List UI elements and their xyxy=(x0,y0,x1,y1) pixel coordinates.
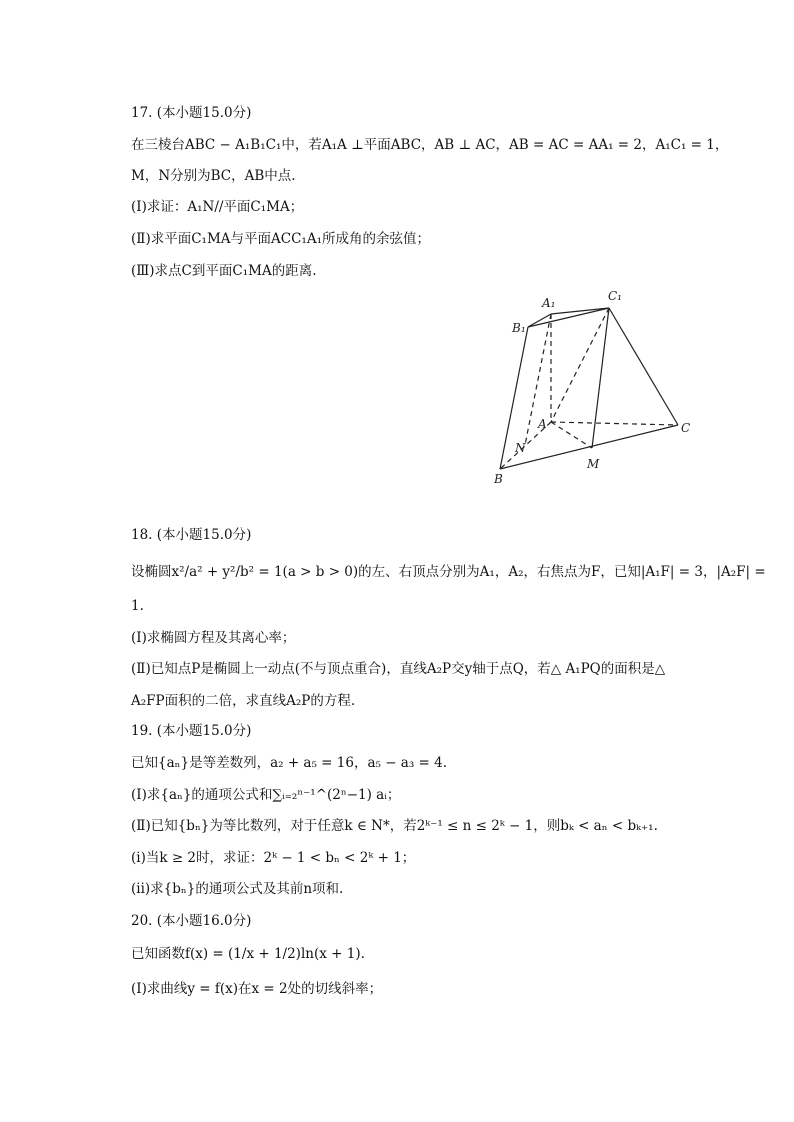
edge-a-c xyxy=(551,422,678,425)
q18-part2-line1: (Ⅱ)已知点P是椭圆上一动点(不与顶点重合)，直线A₂P交y轴于点Q，若△ A₁PQ的面积是△ xyxy=(131,661,666,677)
label-c1: C₁ xyxy=(608,289,622,303)
q19-part1: (Ⅰ)求{aₙ}的通项公式和∑ᵢ₌₂ⁿ⁻¹^(2ⁿ−1) aᵢ； xyxy=(131,787,401,803)
q19-sub1: (i)当k ≥ 2时，求证：2ᵏ − 1 < bₙ < 2ᵏ + 1； xyxy=(131,850,416,866)
q17-part1: (Ⅰ)求证：A₁N//平面C₁MA； xyxy=(131,199,304,215)
edge-b1-c1 xyxy=(528,308,609,327)
label-c: C xyxy=(681,421,691,435)
label-m: M xyxy=(587,457,600,471)
label-b: B xyxy=(494,472,503,486)
label-a1: A₁ xyxy=(542,296,556,310)
q19-sub2: (ii)求{bₙ}的通项公式及其前n项和. xyxy=(131,881,344,897)
q19-part2: (Ⅱ)已知{bₙ}为等比数列，对于任意k ∈ N*，若2ᵏ⁻¹ ≤ n ≤ 2ᵏ − 1，则bₖ < aₙ < bₖ₊₁. xyxy=(131,818,658,834)
edge-c1-c xyxy=(609,308,678,425)
q20-header: 20. (本小题16.0分) xyxy=(131,913,252,929)
label-a: A xyxy=(538,417,547,431)
edge-a1-b1 xyxy=(528,314,551,327)
edge-a1-c1 xyxy=(551,308,609,314)
q18-statement-line2: 1. xyxy=(131,598,144,614)
q19-statement-line1: 已知{aₙ}是等差数列，a₂ + a₅ = 16，a₅ − a₃ = 4. xyxy=(131,755,448,771)
q17-header: 17. (本小题15.0分) xyxy=(131,105,252,121)
q20-statement-line1: 已知函数f(x) = (1/x + 1/2)ln(x + 1). xyxy=(131,946,365,962)
edge-a-m xyxy=(551,422,592,448)
frustum-figure xyxy=(480,280,710,495)
label-n: N xyxy=(515,441,526,455)
edge-c1-m xyxy=(592,308,609,448)
q17-part2: (Ⅱ)求平面C₁MA与平面ACC₁A₁所成角的余弦值； xyxy=(131,231,431,247)
q17-statement-line1: 在三棱台ABC − A₁B₁C₁中，若A₁A ⊥平面ABC，AB ⊥ AC，AB = AC = AA₁ = 2，A₁C₁ = 1， xyxy=(131,137,729,153)
q19-header: 19. (本小题15.0分) xyxy=(131,723,252,739)
q18-statement-line1: 设椭圆x²/a² + y²/b² = 1(a > b > 0)的左、右顶点分别为A₁，A₂，右焦点为F，已知|A₁F| = 3，|A₂F| = xyxy=(131,564,766,580)
q17-part3: (Ⅲ)求点C到平面C₁MA的距离. xyxy=(131,263,317,279)
q20-part1: (Ⅰ)求曲线y = f(x)在x = 2处的切线斜率； xyxy=(131,981,383,997)
q18-part1: (Ⅰ)求椭圆方程及其离心率； xyxy=(131,630,296,646)
q18-header: 18. (本小题15.0分) xyxy=(131,527,252,543)
label-b1: B₁ xyxy=(512,321,526,335)
q18-part2-line2: A₂FP面积的二倍，求直线A₂P的方程. xyxy=(131,693,356,709)
edge-c1-a xyxy=(551,308,609,422)
q17-statement-line2: M，N分别为BC，AB中点. xyxy=(131,168,296,184)
